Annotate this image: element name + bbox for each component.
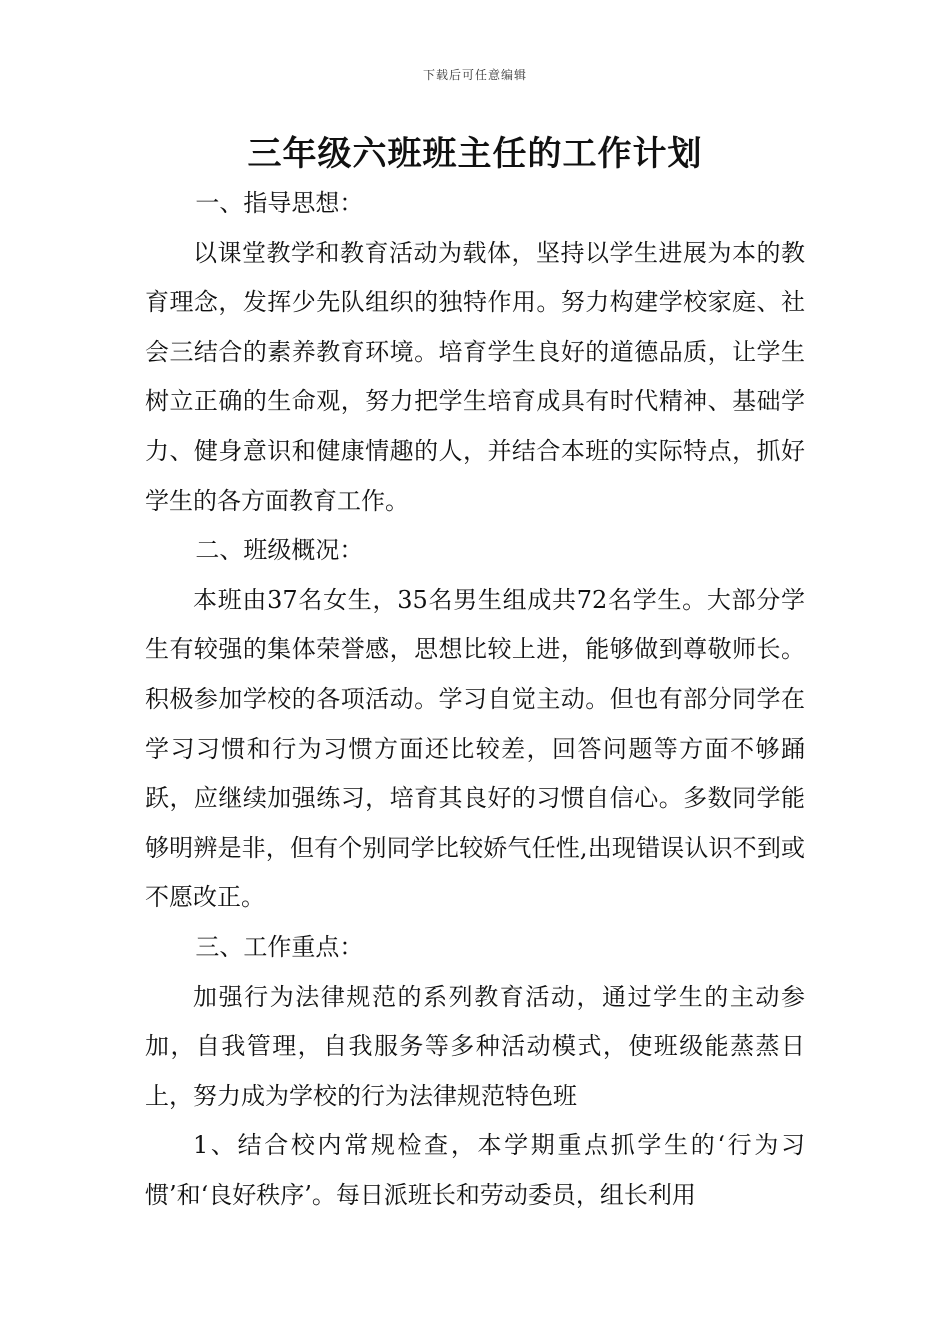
section-paragraph-work-focus: 加强行为法律规范的系列教育活动，通过学生的主动参加，自我管理，自我服务等多种活动模式，使班级能蒸蒸日上，努力成为学校的行为法律规范特色班 (145, 982, 805, 1110)
section-heading-guiding-ideology: 一、指导思想： (195, 189, 364, 217)
section-list-item-1: 1、结合校内常规检查，本学期重点抓学生的‘行为习惯’和‘良好秩序’。每日派班长和劳动委员，组长利用 (145, 1131, 805, 1209)
header-note: 下载后可任意编辑 (422, 68, 527, 82)
document-body (145, 179, 805, 1220)
section-paragraph-class-overview: 本班由37名女生，35名男生组成共72名学生。大部分学生有较强的集体荣誉感，思想比较上进，能够做到尊敬师长。积极参加学校的各项活动。学习自觉主动。但也有部分同学在学习习惯和行为习惯方面还比较差，回答问题等方面不够踊跃，应继续加强练习，培育其良好的习惯自信心。多数同学能够明辨是非，但有个别同学比较娇气任性,出现错误认识不到或不愿改正。 (145, 585, 805, 912)
section-heading-work-focus: 三、工作重点： (195, 932, 364, 961)
section-heading-class-overview: 二、班级概况： (195, 536, 364, 565)
document-title: 三年级六班班主任的工作计划 (247, 134, 703, 174)
section-paragraph-guiding-ideology: 以课堂教学和教育活动为载体，坚持以学生进展为本的教育理念，发挥少先队组织的独特作用。努力构建学校家庭、社会三结合的素养教育环境。培育学生良好的道德品质，让学生树立正确的生命观，努力把学生培育成具有时代精神、基础学力、健身意识和健康情趣的人，并结合本班的实际特点，抓好学生的各方面教育工作。 (145, 238, 805, 515)
